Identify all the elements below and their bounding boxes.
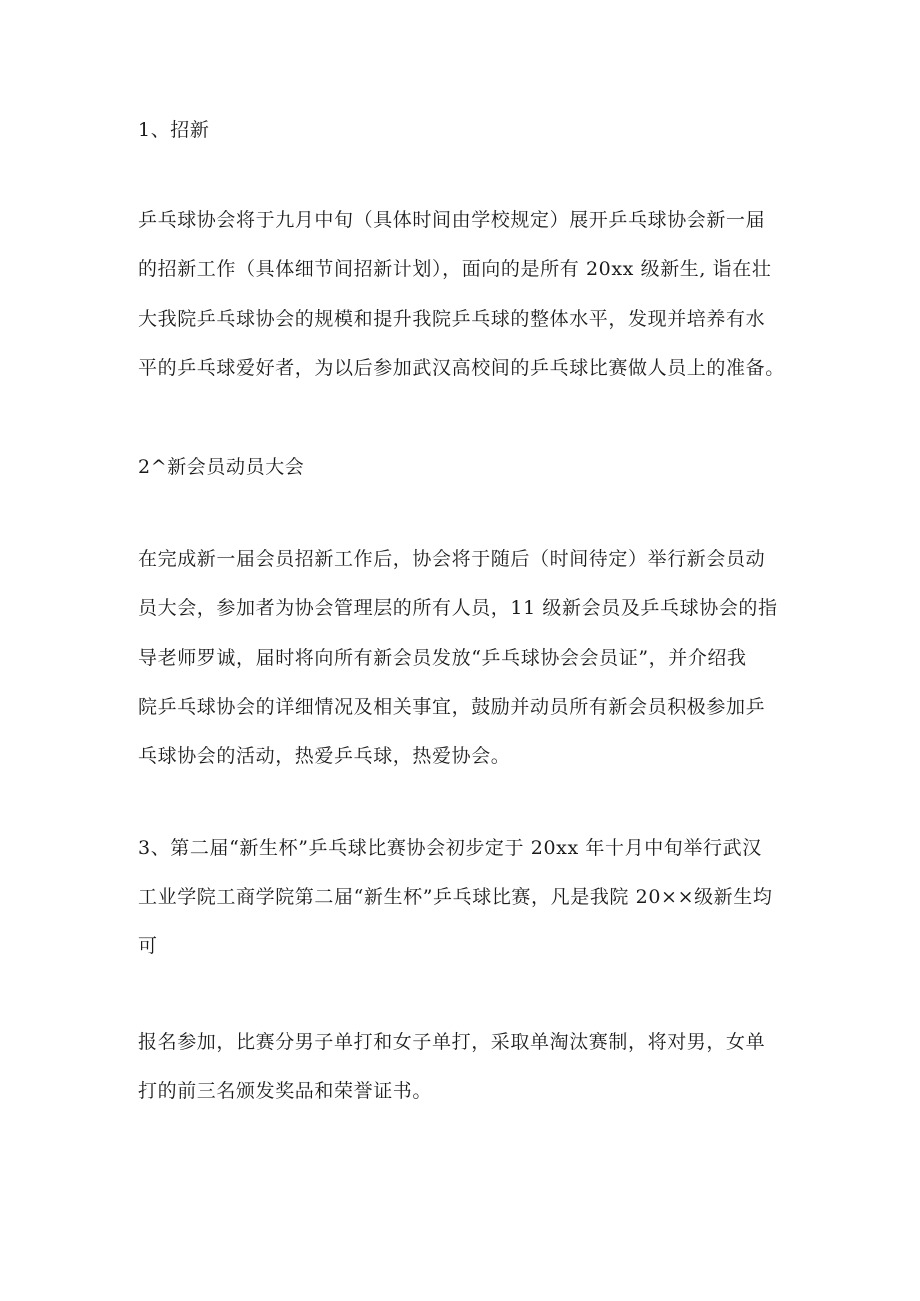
- section-2-heading: 2^新会员动员大会: [138, 456, 305, 478]
- section-2-line-2: 员大会，参加者为协会管理层的所有人员，11 级新会员及乒乓球协会的指: [138, 597, 778, 619]
- section-2-line-3: 导老师罗诚，届时将向所有新会员发放“乒乓球协会会员证”，并介绍我: [138, 647, 747, 669]
- section-1-heading: 1、招新: [138, 119, 210, 141]
- section-2-line-1: 在完成新一届会员招新工作后，协会将于随后（时间待定）举行新会员动: [138, 548, 766, 570]
- section-2-line-4: 院乒乓球协会的详细情况及相关事宜，鼓励并动员所有新会员积极参加乒: [138, 696, 766, 718]
- section-1-line-2: 的招新工作（具体细节间招新计划），面向的是所有 20xx 级新生, 诣在壮: [138, 258, 772, 280]
- section-3-line-2: 工业学院工商学院第二届“新生杯”乒乓球比赛，凡是我院 20××级新生均: [138, 886, 773, 908]
- section-1-line-3: 大我院乒乓球协会的规模和提升我院乒乓球的整体水平，发现并培养有水: [138, 308, 766, 330]
- section-3-continuation-line-2: 打的前三名颁发奖品和荣誉证书。: [138, 1080, 433, 1102]
- section-3-line-1: 3、第二届“新生杯”乒乓球比赛协会初步定于 20xx 年十月中旬举行武汉: [138, 837, 762, 859]
- section-3-line-3: 可: [138, 935, 158, 957]
- section-2-line-5: 乓球协会的活动，热爱乒乓球，热爱协会。: [138, 745, 511, 767]
- section-1-line-4: 平的乒乓球爱好者，为以后参加武汉高校间的乒乓球比赛做人员上的准备。: [138, 357, 785, 379]
- section-3-continuation-line-1: 报名参加，比赛分男子单打和女子单打，采取单淘汰赛制，将对男，女单: [138, 1031, 766, 1053]
- section-1-line-1: 乒乓球协会将于九月中旬（具体时间由学校规定）展开乒乓球协会新一届: [138, 209, 766, 231]
